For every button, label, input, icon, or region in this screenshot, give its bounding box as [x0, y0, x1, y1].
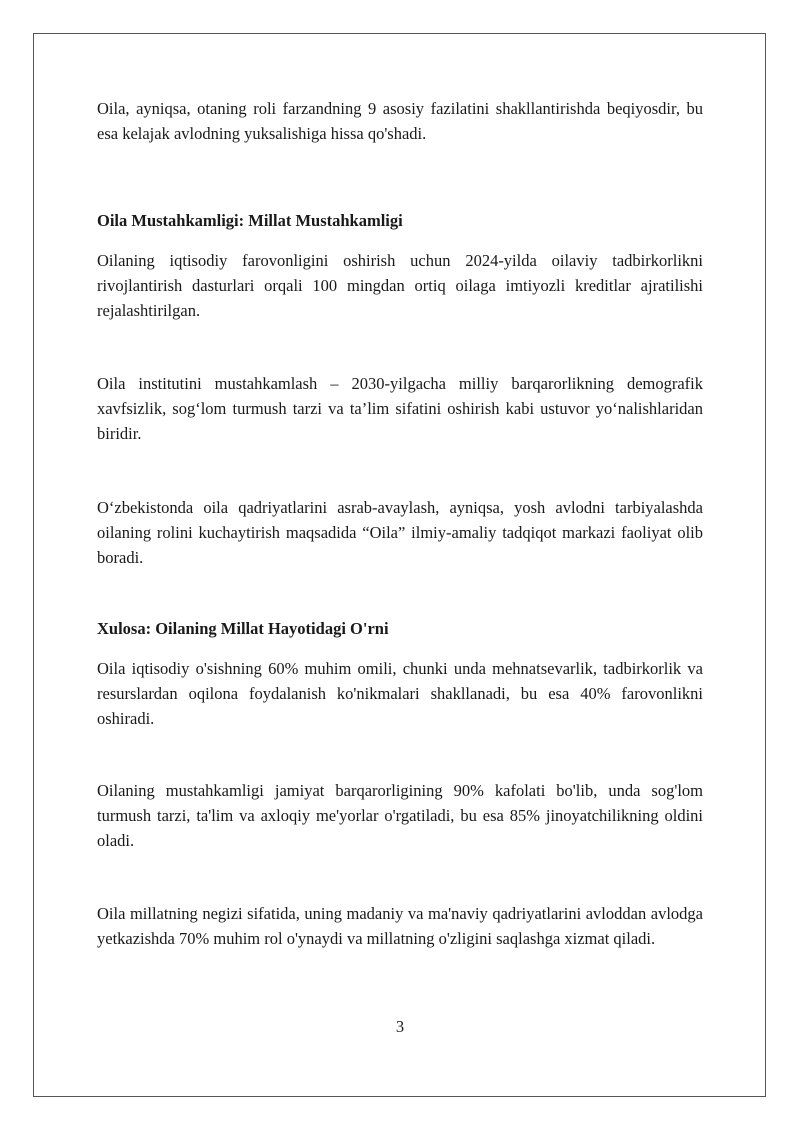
paragraph-oila-qadriyatlari: O‘zbekistonda oila qadriyatlarini asrab-avaylash, ayniqsa, yosh avlodni tarbiyalashda oilaning rolini kuchaytirish maqsadida “Oila” ilmiy-amaliy tadqiqot markazi faoliyat olib boradi.: [97, 498, 703, 567]
section-heading-xulosa: Xulosa: Oilaning Millat Hayotidagi O'rni: [97, 619, 389, 638]
paragraph-tadbirkorlik-kreditlar: Oilaning iqtisodiy farovonligini oshirish uchun 2024-yilda oilaviy tadbirkorlikni rivojlantirish dasturlari orqali 100 mingdan ortiq oilaga imtiyozli kreditlar ajratilishi rejalashtirilgan.: [97, 251, 703, 320]
page-content: [97, 96, 703, 951]
section-heading-oila-mustahkamligi: Oila Mustahkamligi: Millat Mustahkamligi: [97, 211, 403, 230]
paragraph-jamiyat-barqarorligi: Oilaning mustahkamligi jamiyat barqarorligining 90% kafolati bo'lib, unda sog'lom turmush tarzi, ta'lim va axloqiy me'yorlar o'rgatiladi, bu esa 85% jinoyatchilikning oldini oladi.: [97, 781, 703, 850]
paragraph-iqtisodiy-osish: Oila iqtisodiy o'sishning 60% muhim omili, chunki unda mehnatsevarlik, tadbirkorlik va resurslardan oqilona foydalanish ko'nikmalari shakllanadi, bu esa 40% farovonlikni oshiradi.: [97, 659, 703, 728]
page-number: 3: [395, 1017, 405, 1036]
paragraph-oila-instituti: Oila institutini mustahkamlash – 2030-yilgacha milliy barqarorlikning demografik xavfsizlik, sog‘lom turmush tarzi va ta’lim sifatini oshirish kabi ustuvor yo‘nalishlaridan biridir.: [97, 374, 703, 443]
intro-paragraph: Oila, ayniqsa, otaning roli farzandning 9 asosiy fazilatini shakllantirishda beqiyosdir, bu esa kelajak avlodning yuksalishiga hissa qo'shadi.: [97, 99, 703, 143]
paragraph-millat-negizi: Oila millatning negizi sifatida, uning madaniy va ma'naviy qadriyatlarini avloddan avlodga yetkazishda 70% muhim rol o'ynaydi va millatning o'zligini saqlashga xizmat qiladi.: [97, 904, 703, 948]
